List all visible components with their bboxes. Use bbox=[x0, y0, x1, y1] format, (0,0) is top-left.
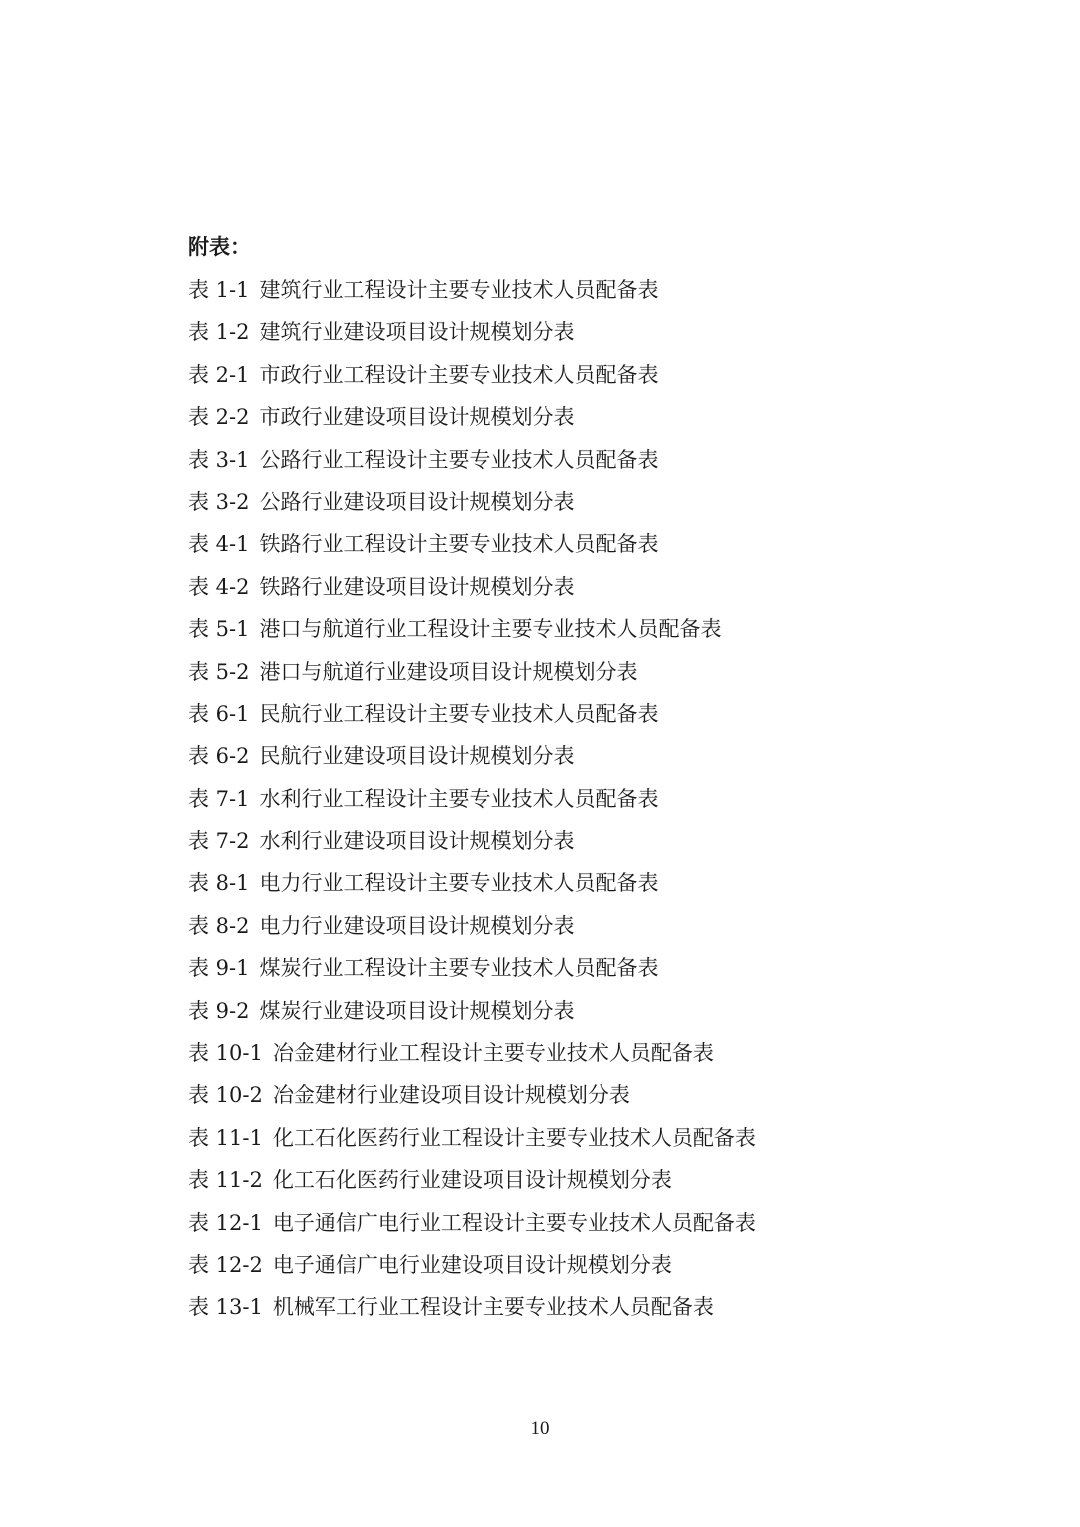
table-number: 表 4-2 bbox=[188, 574, 250, 599]
table-title: 煤炭行业工程设计主要专业技术人员配备表 bbox=[259, 956, 659, 981]
table-number: 表 6-2 bbox=[188, 744, 250, 769]
list-item bbox=[188, 693, 756, 735]
table-number: 表 2-2 bbox=[188, 405, 250, 430]
table-number: 表 5-2 bbox=[188, 659, 250, 684]
table-number: 表 6-1 bbox=[188, 701, 250, 726]
table-number: 表 11-1 bbox=[188, 1125, 263, 1150]
table-title: 民航行业建设项目设计规模划分表 bbox=[259, 744, 575, 769]
list-item bbox=[188, 396, 756, 438]
table-title: 冶金建材行业建设项目设计规模划分表 bbox=[272, 1083, 630, 1108]
list-item bbox=[188, 947, 756, 989]
table-title: 化工石化医药行业工程设计主要专业技术人员配备表 bbox=[272, 1125, 756, 1150]
table-number: 表 7-2 bbox=[188, 829, 250, 854]
appendix-table-list bbox=[188, 269, 756, 1329]
table-title: 民航行业工程设计主要专业技术人员配备表 bbox=[259, 701, 659, 726]
table-number: 表 4-1 bbox=[188, 532, 250, 557]
list-item bbox=[188, 862, 756, 904]
table-number: 表 1-1 bbox=[188, 278, 250, 302]
list-item bbox=[188, 778, 756, 820]
list-item bbox=[188, 1286, 756, 1328]
table-number: 表 9-1 bbox=[188, 956, 250, 981]
list-item bbox=[188, 439, 756, 481]
table-title: 冶金建材行业工程设计主要专业技术人员配备表 bbox=[272, 1041, 714, 1066]
table-title: 水利行业建设项目设计规模划分表 bbox=[259, 829, 575, 854]
table-title: 港口与航道行业工程设计主要专业技术人员配备表 bbox=[259, 617, 722, 642]
list-item bbox=[188, 820, 756, 862]
list-item bbox=[188, 990, 756, 1032]
table-number: 表 12-2 bbox=[188, 1252, 263, 1277]
list-item bbox=[188, 1159, 756, 1201]
appendix-heading: 附表： bbox=[188, 235, 251, 259]
table-number: 表 8-2 bbox=[188, 913, 250, 938]
table-number: 表 13-1 bbox=[188, 1295, 263, 1320]
table-title: 建筑行业建设项目设计规模划分表 bbox=[259, 320, 575, 345]
table-title: 电子通信广电行业建设项目设计规模划分表 bbox=[272, 1252, 672, 1277]
table-title: 铁路行业建设项目设计规模划分表 bbox=[259, 574, 575, 599]
list-item bbox=[188, 566, 756, 608]
table-number: 表 11-2 bbox=[188, 1168, 263, 1193]
list-item bbox=[188, 1202, 756, 1244]
table-number: 表 10-1 bbox=[188, 1041, 263, 1066]
table-number: 表 5-1 bbox=[188, 617, 250, 642]
table-number: 表 8-1 bbox=[188, 871, 250, 896]
list-item bbox=[188, 905, 756, 947]
list-item bbox=[188, 1244, 756, 1286]
table-number: 表 3-1 bbox=[188, 447, 250, 472]
table-title: 电力行业建设项目设计规模划分表 bbox=[259, 913, 575, 938]
table-title: 化工石化医药行业建设项目设计规模划分表 bbox=[272, 1168, 672, 1193]
list-item bbox=[188, 735, 756, 777]
table-number: 表 2-1 bbox=[188, 362, 250, 387]
table-title: 公路行业建设项目设计规模划分表 bbox=[259, 489, 575, 514]
list-item bbox=[188, 1032, 756, 1074]
table-title: 水利行业工程设计主要专业技术人员配备表 bbox=[259, 786, 659, 811]
table-number: 表 7-1 bbox=[188, 786, 250, 811]
table-number: 表 9-2 bbox=[188, 998, 250, 1023]
table-title: 市政行业工程设计主要专业技术人员配备表 bbox=[259, 362, 659, 387]
page-number: 10 bbox=[530, 1418, 550, 1439]
list-item bbox=[188, 651, 756, 693]
list-item bbox=[188, 1074, 756, 1116]
table-title: 建筑行业工程设计主要专业技术人员配备表 bbox=[259, 278, 659, 302]
table-title: 电子通信广电行业工程设计主要专业技术人员配备表 bbox=[272, 1210, 756, 1235]
table-number: 表 10-2 bbox=[188, 1083, 263, 1108]
list-item bbox=[188, 523, 756, 565]
table-title: 煤炭行业建设项目设计规模划分表 bbox=[259, 998, 575, 1023]
table-title: 港口与航道行业建设项目设计规模划分表 bbox=[259, 659, 638, 684]
table-title: 电力行业工程设计主要专业技术人员配备表 bbox=[259, 871, 659, 896]
list-item bbox=[188, 608, 756, 650]
list-item bbox=[188, 481, 756, 523]
table-title: 机械军工行业工程设计主要专业技术人员配备表 bbox=[272, 1295, 714, 1320]
table-title: 市政行业建设项目设计规模划分表 bbox=[259, 405, 575, 430]
list-item bbox=[188, 1117, 756, 1159]
list-item bbox=[188, 354, 756, 396]
table-title: 铁路行业工程设计主要专业技术人员配备表 bbox=[259, 532, 659, 557]
table-number: 表 12-1 bbox=[188, 1210, 263, 1235]
table-number: 表 3-2 bbox=[188, 489, 250, 514]
table-title: 公路行业工程设计主要专业技术人员配备表 bbox=[259, 447, 659, 472]
table-number: 表 1-2 bbox=[188, 320, 250, 345]
list-item bbox=[188, 269, 756, 311]
list-item bbox=[188, 311, 756, 353]
